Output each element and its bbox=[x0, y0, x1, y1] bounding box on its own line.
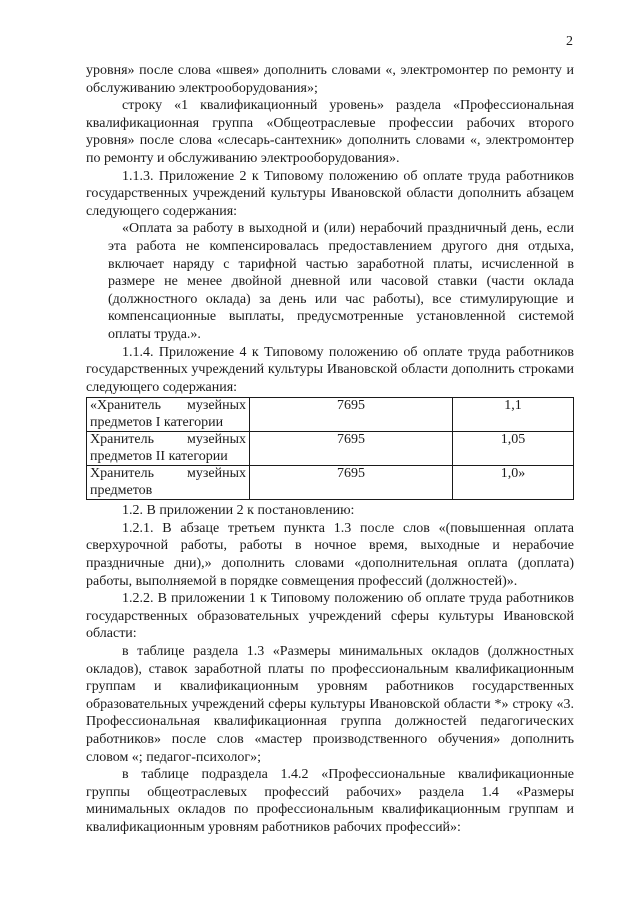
paragraph-quoted-addition: «Оплата за работу в выходной и (или) нерабочий праздничный день, если эта работа не компенсировалась предоставлением другого дня отдыха, включает наряду с тарифной частью заработной платы, исчисленной в размере не менее двойной дневной или часовой ставки (части оклада (должностного оклада) за день или час работы), все стимулирующие и компенсационные выплаты, предусмотренные установленной системой оплаты труда.». bbox=[108, 221, 574, 342]
table-cell-coefficient: 1,1 bbox=[453, 398, 574, 432]
paragraph-row-amendment: строку «1 квалификационный уровень» раздела «Профессиональная квалификационная группа «Общеотраслевые профессии рабочих второго уровня» после слова «слесарь-сантехник» дополнить словами «, электромонтер по ремонту и обслуживанию электрооборудования». bbox=[86, 98, 574, 166]
table-row bbox=[87, 432, 574, 466]
paragraph-1-1-4: 1.1.4. Приложение 4 к Типовому положению об оплате труда работников государственных учреждений культуры Ивановской области дополнить строками следующего содержания: bbox=[86, 344, 574, 395]
paragraph-1-2-2: 1.2.2. В приложении 1 к Типовому положению об оплате труда работников государственных образовательных учреждений сферы культуры Ивановской области: bbox=[86, 591, 574, 642]
table-cell-coefficient: 1,05 bbox=[453, 432, 574, 466]
table-cell-position: «Хранитель музейных предметов I категории bbox=[87, 398, 250, 432]
table-cell-salary: 7695 bbox=[250, 466, 453, 500]
table-cell-position: Хранитель музейных предметов bbox=[87, 466, 250, 500]
paragraph-1-2: 1.2. В приложении 2 к постановлению: bbox=[122, 503, 355, 519]
positions-table bbox=[86, 397, 574, 500]
table-cell-position: Хранитель музейных предметов II категории bbox=[87, 432, 250, 466]
table-row bbox=[87, 398, 574, 432]
paragraph-table-1-3: в таблице раздела 1.3 «Размеры минимальных окладов (должностных окладов), ставок заработной платы по профессиональным квалификационным группам и квалификационным уровням работников государственных образовательных учреждений сферы культуры Ивановской области *» строку «3. Профессиональная квалификационная группа должностей педагогических работников» после слов «мастер производственного обучения» дополнить словом «; педагог-психолог»; bbox=[86, 644, 574, 765]
paragraph-table-1-4-2: в таблице подраздела 1.4.2 «Профессиональные квалификационные группы общеотраслевых профессий рабочих» раздела 1.4 «Размеры минимальных окладов по профессиональным квалификационным группам и квалификационным уровням работников рабочих профессий»: bbox=[86, 767, 574, 835]
paragraph-continuation: уровня» после слова «швея» дополнить словами «, электромонтер по ремонту и обслуживанию электрооборудования»; bbox=[86, 63, 574, 96]
table-cell-salary: 7695 bbox=[250, 432, 453, 466]
table-cell-salary: 7695 bbox=[250, 398, 453, 432]
paragraph-1-1-3: 1.1.3. Приложение 2 к Типовому положению об оплате труда работников государственных учреждений культуры Ивановской области дополнить абзацем следующего содержания: bbox=[86, 168, 574, 219]
table-cell-coefficient: 1,0» bbox=[453, 466, 574, 500]
page-number: 2 bbox=[566, 34, 573, 49]
table-row bbox=[87, 466, 574, 500]
document-body bbox=[86, 62, 574, 837]
paragraph-1-2-1: 1.2.1. В абзаце третьем пункта 1.3 после слов «(повышенная оплата сверхурочной работы, работы в ночное время, выходные и нерабочие праздничные дни),» дополнить словами «дополнительная оплата (доплата) работы, выполняемой в порядке совмещения профессий (должностей)». bbox=[86, 520, 574, 589]
